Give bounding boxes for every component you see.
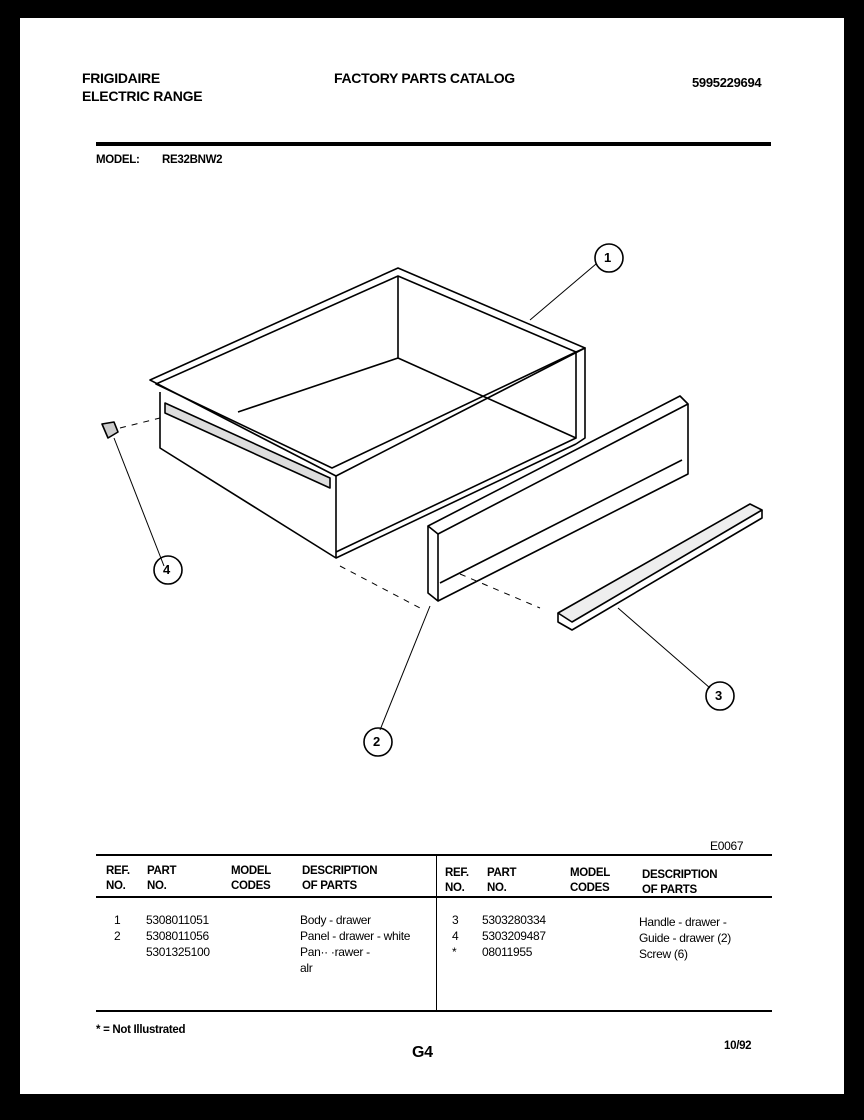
product-type: ELECTRIC RANGE	[82, 88, 203, 104]
footnote: * = Not Illustrated	[96, 1024, 186, 1036]
callout-3: 3	[715, 688, 722, 703]
ref-cell: *	[452, 945, 457, 959]
header-desc: DESCRIPTION OF PARTS	[302, 865, 378, 892]
model-value: RE32BNW2	[162, 154, 223, 166]
model-label: MODEL:	[96, 154, 140, 166]
callout-1: 1	[604, 250, 611, 265]
header-part: PART NO.	[487, 867, 517, 894]
part-cell: 5308011056	[146, 929, 209, 943]
page-number: G4	[412, 1044, 433, 1061]
table-bottom-rule	[96, 1010, 772, 1012]
diagram-code: E0067	[710, 839, 744, 853]
catalog-page	[20, 18, 844, 1094]
desc-cell: Handle - drawer -	[639, 915, 727, 929]
header-desc: DESCRIPTION OF PARTS	[642, 869, 718, 896]
desc-cell: Guide - drawer (2)	[639, 931, 731, 945]
table-top-rule	[96, 854, 772, 856]
ref-cell: 3	[452, 913, 459, 927]
header-model: MODEL CODES	[570, 867, 611, 894]
ref-cell: 1	[114, 913, 121, 927]
page-title: FACTORY PARTS CATALOG	[334, 70, 515, 86]
brand: FRIGIDAIRE	[82, 70, 160, 86]
header-part: PART NO.	[147, 865, 177, 892]
ref-cell: 2	[114, 929, 121, 943]
drawer-body	[150, 268, 585, 558]
desc-cell: alr	[300, 961, 313, 975]
catalog-number: 5995229694	[692, 75, 762, 90]
part-cell: 5301325100	[146, 945, 210, 959]
part-cell: 5303280334	[482, 913, 546, 927]
table-divider	[436, 854, 437, 1012]
part-cell: 08011955	[482, 945, 533, 959]
desc-cell: Pan·· ·rawer -	[300, 945, 370, 959]
revision-date: 10/92	[724, 1040, 752, 1052]
desc-cell: Panel - drawer - white	[300, 929, 411, 943]
desc-cell: Body - drawer	[300, 913, 371, 927]
part-cell: 5303209487	[482, 929, 546, 943]
ref-cell: 4	[452, 929, 459, 943]
header-ref: REF. NO.	[106, 865, 130, 892]
header-model: MODEL CODES	[231, 865, 272, 892]
callout-2: 2	[373, 734, 380, 749]
drawer-handle	[558, 504, 762, 630]
part-cell: 5308011051	[146, 913, 209, 927]
callout-4: 4	[163, 562, 170, 577]
drawer-exploded-diagram	[20, 18, 844, 838]
drawer-guide	[102, 422, 118, 438]
header-ref: REF. NO.	[445, 867, 469, 894]
desc-cell: Screw (6)	[639, 947, 688, 961]
